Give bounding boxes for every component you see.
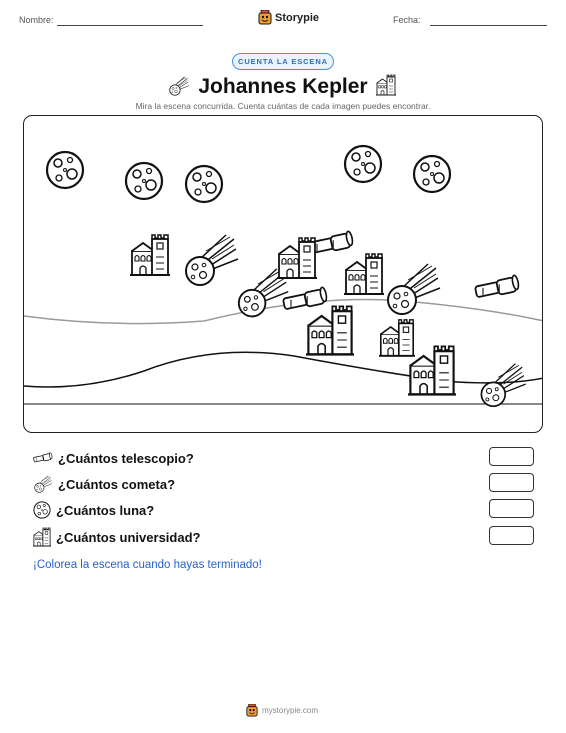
question-text: ¿Cuántos luna?: [56, 502, 155, 518]
search-scene: [23, 115, 543, 433]
question-telescope: [33, 448, 194, 468]
date-field[interactable]: [430, 25, 547, 26]
answer-box-telescope[interactable]: [489, 447, 534, 466]
comet-icon: [481, 364, 525, 407]
university-icon: [408, 346, 456, 394]
moon-icon: [414, 156, 450, 192]
site-url: mystorypie.com: [262, 706, 319, 715]
moon-icon: [47, 152, 83, 188]
university-icon: [130, 235, 170, 275]
name-field[interactable]: [57, 25, 203, 26]
storypie-logo: [258, 10, 319, 25]
comet-icon: [186, 235, 238, 285]
telescope-icon: [283, 287, 328, 310]
comet-icon: [388, 264, 440, 314]
moon-icon: [345, 146, 381, 182]
answer-box-moon[interactable]: [489, 499, 534, 518]
university-icon: [277, 238, 317, 278]
moon-icon: [186, 166, 222, 202]
telescope-icon: [33, 451, 53, 465]
title-university-icon: [375, 74, 397, 96]
answer-box-university[interactable]: [489, 526, 534, 545]
question-text: ¿Cuántos universidad?: [56, 529, 201, 545]
brand-name: Storypie: [275, 11, 320, 24]
scene-drawing: [24, 116, 543, 433]
question-comet: [33, 474, 175, 494]
question-university: [33, 527, 200, 547]
moon-icon: [33, 501, 51, 519]
university-icon: [379, 320, 415, 356]
comet-icon: [33, 475, 53, 493]
telescope-icon: [475, 275, 520, 298]
university-icon: [306, 306, 354, 354]
name-label: Nombre:: [19, 15, 54, 25]
question-text: ¿Cuántos cometa?: [58, 476, 176, 492]
storypie-logo-icon: [258, 10, 272, 25]
storypie-logo-icon: [246, 704, 258, 717]
site-footer: [246, 704, 318, 717]
moon-icon: [126, 163, 162, 199]
coloring-note: ¡Colorea la escena cuando hayas terminado!: [33, 559, 262, 571]
university-icon: [33, 527, 51, 547]
page-title: Johannes Kepler: [198, 75, 368, 98]
question-text: ¿Cuántos telescopio?: [58, 450, 194, 466]
date-label: Fecha:: [393, 15, 421, 25]
activity-badge: CUENTA LA ESCENA: [232, 53, 334, 70]
answer-box-comet[interactable]: [489, 473, 534, 492]
instructions: Mira la escena concurrida. Cuenta cuántas de cada imagen puedes encontrar.: [135, 101, 431, 111]
question-moon: [33, 500, 154, 520]
university-icon: [344, 254, 384, 294]
near-hill-line: [24, 352, 543, 387]
